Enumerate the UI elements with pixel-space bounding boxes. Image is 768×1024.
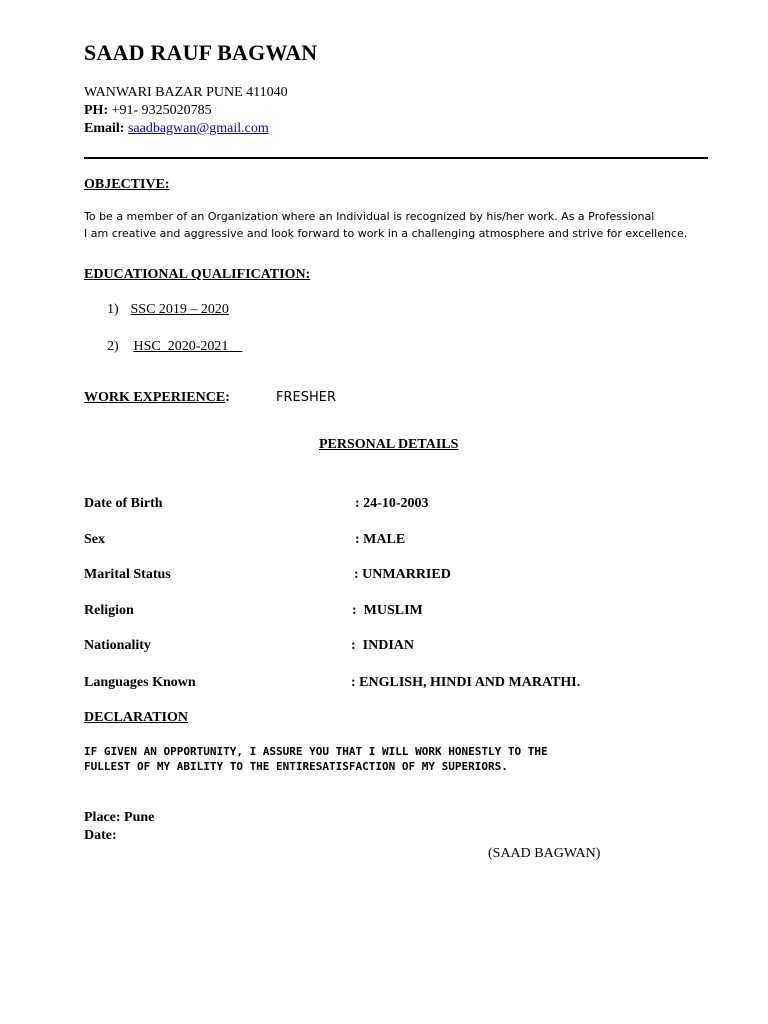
- detail-value-languages: : ENGLISH, HINDI AND MARATHI.: [351, 675, 581, 690]
- detail-value-marital-status: : UNMARRIED: [354, 567, 451, 582]
- detail-label-nationality: Nationality: [84, 638, 151, 653]
- objective-line-1: To be a member of an Organization where an Individual is recognized by his/her work. As a Professional: [84, 210, 655, 223]
- detail-label-languages: Languages Known: [84, 675, 196, 690]
- phone-number: +91- 9325020785: [111, 103, 212, 118]
- phone-line: [84, 103, 212, 119]
- detail-value-nationality: : INDIAN: [351, 638, 414, 653]
- declaration-heading: DECLARATION: [84, 710, 188, 725]
- header-divider: [84, 157, 708, 159]
- candidate-name: SAAD RAUF BAGWAN: [84, 40, 318, 65]
- education-item-number: 2): [107, 339, 119, 354]
- education-item-text: SSC 2019 – 2020: [130, 302, 229, 317]
- education-item-number: 1): [107, 302, 119, 317]
- detail-label-dob: Date of Birth: [84, 496, 163, 511]
- detail-label-religion: Religion: [84, 603, 134, 618]
- detail-label-marital-status: Marital Status: [84, 567, 171, 582]
- education-item-text: HSC 2020-2021: [133, 339, 243, 354]
- education-heading: EDUCATIONAL QUALIFICATION:: [84, 267, 311, 282]
- detail-value-dob: : 24-10-2003: [355, 496, 429, 511]
- detail-value-sex: : MALE: [355, 532, 406, 547]
- signature-name: (SAAD BAGWAN): [488, 846, 601, 861]
- address: WANWARI BAZAR PUNE 411040: [84, 85, 288, 100]
- email-label: Email:: [84, 121, 125, 136]
- work-experience-heading: [84, 390, 230, 406]
- detail-value-religion: : MUSLIM: [352, 603, 423, 618]
- email-line: [84, 121, 269, 137]
- work-experience-value: FRESHER: [276, 390, 336, 405]
- objective-heading: OBJECTIVE:: [84, 177, 170, 192]
- declaration-line-1: IF GIVEN AN OPPORTUNITY, I ASSURE YOU THAT I WILL WORK HONESTLY TO THE: [84, 745, 548, 758]
- personal-details-heading: PERSONAL DETAILS: [319, 437, 459, 452]
- email-link[interactable]: saadbagwan@gmail.com: [127, 121, 269, 136]
- education-item: [107, 339, 242, 355]
- objective-line-2: I am creative and aggressive and look forward to work in a challenging atmosphere and strive for excellence.: [84, 227, 688, 240]
- place-line: Place: Pune: [84, 810, 155, 825]
- detail-label-sex: Sex: [84, 532, 105, 547]
- phone-label: PH:: [84, 103, 109, 118]
- work-experience-label: WORK EXPERIENCE: [84, 390, 226, 405]
- declaration-line-2: FULLEST OF MY ABILITY TO THE ENTIRESATISFACTION OF MY SUPERIORS.: [84, 760, 508, 773]
- education-item: [107, 302, 229, 318]
- date-line: Date:: [84, 828, 117, 843]
- work-experience-colon: :: [225, 390, 230, 405]
